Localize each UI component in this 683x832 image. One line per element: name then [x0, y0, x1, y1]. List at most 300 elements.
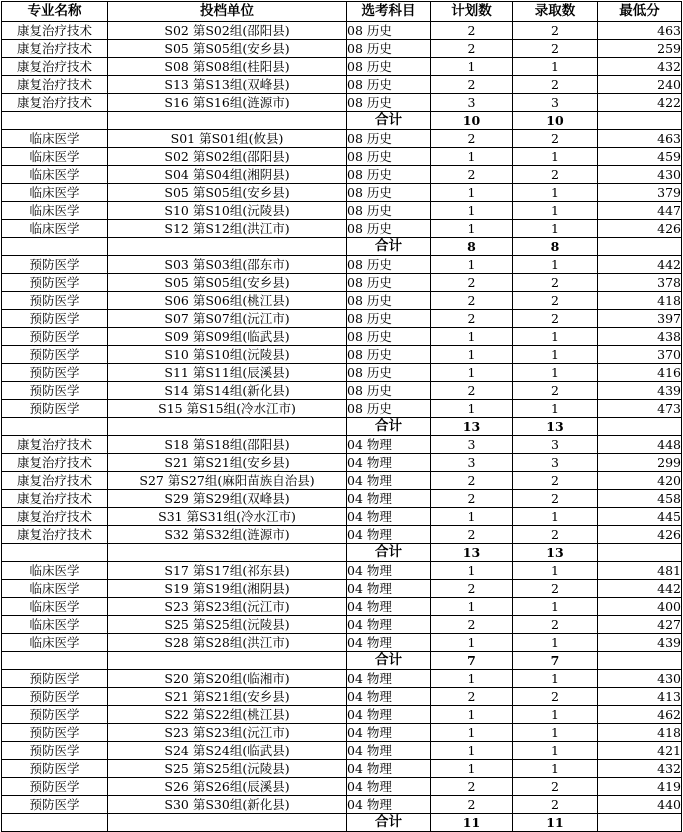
major-cell: 预防医学	[2, 328, 108, 346]
plan-cell: 2	[431, 472, 513, 490]
subject-cell: 08 历史	[347, 184, 431, 202]
min-score-cell: 438	[598, 328, 682, 346]
unit-cell: S11 第S11组(辰溪县)	[108, 364, 347, 382]
subject-cell: 08 历史	[347, 130, 431, 148]
admitted-cell: 1	[513, 256, 598, 274]
min-score-cell: 418	[598, 292, 682, 310]
unit-cell: S21 第S21组(安乡县)	[108, 454, 347, 472]
unit-cell: S06 第S06组(桃江县)	[108, 292, 347, 310]
admitted-cell: 2	[513, 274, 598, 292]
table-row	[2, 706, 682, 724]
admitted-cell: 1	[513, 346, 598, 364]
admitted-cell: 2	[513, 166, 598, 184]
major-cell: 临床医学	[2, 616, 108, 634]
admitted-cell: 1	[513, 364, 598, 382]
major-cell: 康复治疗技术	[2, 526, 108, 544]
unit-cell: S08 第S08组(桂阳县)	[108, 58, 347, 76]
unit-cell: S25 第S25组(沅陵县)	[108, 760, 347, 778]
subject-cell: 08 历史	[347, 220, 431, 238]
major-cell: 预防医学	[2, 760, 108, 778]
table-row	[2, 634, 682, 652]
plan-cell: 2	[431, 526, 513, 544]
major-cell: 预防医学	[2, 778, 108, 796]
subject-cell: 04 物理	[347, 616, 431, 634]
subject-cell: 04 物理	[347, 706, 431, 724]
major-cell: 预防医学	[2, 742, 108, 760]
min-score-cell: 447	[598, 202, 682, 220]
header-unit: 投档单位	[108, 2, 347, 22]
major-cell: 临床医学	[2, 130, 108, 148]
unit-cell: S12 第S12组(洪江市)	[108, 220, 347, 238]
min-score-cell: 299	[598, 454, 682, 472]
table-row	[2, 40, 682, 58]
table-row	[2, 202, 682, 220]
table-body	[2, 22, 682, 832]
unit-cell: S28 第S28组(洪江市)	[108, 634, 347, 652]
unit-cell: S02 第S02组(邵阳县)	[108, 22, 347, 40]
unit-cell: S18 第S18组(邵阳县)	[108, 436, 347, 454]
header-admitted: 录取数	[513, 2, 598, 22]
admitted-cell: 1	[513, 670, 598, 688]
major-cell: 康复治疗技术	[2, 454, 108, 472]
admitted-cell: 1	[513, 58, 598, 76]
plan-cell: 1	[431, 220, 513, 238]
table-row	[2, 256, 682, 274]
unit-cell: S23 第S23组(沅江市)	[108, 724, 347, 742]
major-cell: 临床医学	[2, 580, 108, 598]
empty-cell	[108, 238, 347, 256]
admitted-cell: 1	[513, 184, 598, 202]
min-score-cell: 440	[598, 796, 682, 814]
major-cell: 康复治疗技术	[2, 436, 108, 454]
table-row	[2, 346, 682, 364]
subject-cell: 04 物理	[347, 688, 431, 706]
plan-cell: 1	[431, 634, 513, 652]
unit-cell: S02 第S02组(邵阳县)	[108, 148, 347, 166]
admitted-cell: 1	[513, 328, 598, 346]
major-cell: 预防医学	[2, 364, 108, 382]
plan-cell: 2	[431, 310, 513, 328]
empty-cell	[598, 652, 682, 670]
table-row	[2, 310, 682, 328]
unit-cell: S10 第S10组(沅陵县)	[108, 346, 347, 364]
unit-cell: S01 第S01组(攸县)	[108, 130, 347, 148]
subject-cell: 08 历史	[347, 22, 431, 40]
unit-cell: S14 第S14组(新化县)	[108, 382, 347, 400]
admitted-cell: 2	[513, 76, 598, 94]
min-score-cell: 442	[598, 580, 682, 598]
subject-cell: 08 历史	[347, 346, 431, 364]
subject-cell: 08 历史	[347, 76, 431, 94]
subject-cell: 08 历史	[347, 40, 431, 58]
unit-cell: S31 第S31组(冷水江市)	[108, 508, 347, 526]
table-row	[2, 562, 682, 580]
header-min-score: 最低分	[598, 2, 682, 22]
major-cell: 临床医学	[2, 562, 108, 580]
total-admitted: 7	[513, 652, 598, 670]
min-score-cell: 439	[598, 634, 682, 652]
plan-cell: 1	[431, 508, 513, 526]
unit-cell: S05 第S05组(安乡县)	[108, 184, 347, 202]
plan-cell: 1	[431, 256, 513, 274]
admitted-cell: 2	[513, 616, 598, 634]
admitted-cell: 2	[513, 472, 598, 490]
major-cell: 康复治疗技术	[2, 58, 108, 76]
plan-cell: 2	[431, 688, 513, 706]
min-score-cell: 442	[598, 256, 682, 274]
total-plan: 13	[431, 418, 513, 436]
min-score-cell: 459	[598, 148, 682, 166]
unit-cell: S05 第S05组(安乡县)	[108, 40, 347, 58]
admitted-cell: 2	[513, 796, 598, 814]
plan-cell: 2	[431, 382, 513, 400]
major-cell: 预防医学	[2, 400, 108, 418]
table-row	[2, 598, 682, 616]
admitted-cell: 1	[513, 220, 598, 238]
subject-cell: 04 物理	[347, 526, 431, 544]
table-row	[2, 526, 682, 544]
total-row	[2, 238, 682, 256]
plan-cell: 1	[431, 328, 513, 346]
min-score-cell: 422	[598, 94, 682, 112]
min-score-cell: 240	[598, 76, 682, 94]
table-row	[2, 184, 682, 202]
admitted-cell: 2	[513, 490, 598, 508]
min-score-cell: 432	[598, 760, 682, 778]
min-score-cell: 370	[598, 346, 682, 364]
table-row	[2, 616, 682, 634]
admitted-cell: 1	[513, 202, 598, 220]
min-score-cell: 430	[598, 670, 682, 688]
unit-cell: S13 第S13组(双峰县)	[108, 76, 347, 94]
subject-cell: 08 历史	[347, 382, 431, 400]
major-cell: 临床医学	[2, 598, 108, 616]
min-score-cell: 430	[598, 166, 682, 184]
plan-cell: 3	[431, 94, 513, 112]
unit-cell: S16 第S16组(涟源市)	[108, 94, 347, 112]
unit-cell: S19 第S19组(湘阴县)	[108, 580, 347, 598]
table-row	[2, 58, 682, 76]
admitted-cell: 1	[513, 724, 598, 742]
table-row	[2, 454, 682, 472]
min-score-cell: 378	[598, 274, 682, 292]
admitted-cell: 1	[513, 400, 598, 418]
subject-cell: 04 物理	[347, 508, 431, 526]
unit-cell: S03 第S03组(邵东市)	[108, 256, 347, 274]
subject-cell: 08 历史	[347, 310, 431, 328]
plan-cell: 2	[431, 130, 513, 148]
admitted-cell: 2	[513, 130, 598, 148]
total-plan: 13	[431, 544, 513, 562]
admitted-cell: 1	[513, 598, 598, 616]
subject-cell: 04 物理	[347, 598, 431, 616]
table-row	[2, 274, 682, 292]
subject-cell: 04 物理	[347, 796, 431, 814]
major-cell: 预防医学	[2, 688, 108, 706]
total-admitted: 13	[513, 418, 598, 436]
table-row	[2, 76, 682, 94]
empty-cell	[108, 544, 347, 562]
major-cell: 预防医学	[2, 382, 108, 400]
major-cell: 康复治疗技术	[2, 40, 108, 58]
header-subject: 选考科目	[347, 2, 431, 22]
subject-cell: 04 物理	[347, 490, 431, 508]
admitted-cell: 1	[513, 760, 598, 778]
unit-cell: S27 第S27组(麻阳苗族自治县)	[108, 472, 347, 490]
subject-cell: 04 物理	[347, 670, 431, 688]
plan-cell: 1	[431, 760, 513, 778]
major-cell: 康复治疗技术	[2, 76, 108, 94]
plan-cell: 2	[431, 40, 513, 58]
admitted-cell: 1	[513, 706, 598, 724]
min-score-cell: 439	[598, 382, 682, 400]
admitted-cell: 2	[513, 22, 598, 40]
min-score-cell: 416	[598, 364, 682, 382]
admitted-cell: 3	[513, 436, 598, 454]
subject-cell: 08 历史	[347, 274, 431, 292]
table-row	[2, 364, 682, 382]
empty-cell	[2, 544, 108, 562]
min-score-cell: 427	[598, 616, 682, 634]
subject-cell: 08 历史	[347, 328, 431, 346]
plan-cell: 3	[431, 436, 513, 454]
plan-cell: 1	[431, 364, 513, 382]
admitted-cell: 2	[513, 292, 598, 310]
major-cell: 预防医学	[2, 292, 108, 310]
total-row	[2, 814, 682, 832]
empty-cell	[598, 814, 682, 832]
total-plan: 8	[431, 238, 513, 256]
total-row	[2, 652, 682, 670]
total-row	[2, 112, 682, 130]
plan-cell: 2	[431, 580, 513, 598]
unit-cell: S07 第S07组(沅江市)	[108, 310, 347, 328]
major-cell: 预防医学	[2, 670, 108, 688]
total-label: 合计	[347, 814, 431, 832]
major-cell: 康复治疗技术	[2, 472, 108, 490]
unit-cell: S22 第S22组(桃江县)	[108, 706, 347, 724]
min-score-cell: 426	[598, 526, 682, 544]
major-cell: 预防医学	[2, 724, 108, 742]
empty-cell	[2, 814, 108, 832]
header-row	[2, 2, 682, 22]
plan-cell: 2	[431, 616, 513, 634]
admitted-cell: 1	[513, 634, 598, 652]
plan-cell: 1	[431, 742, 513, 760]
admitted-cell: 1	[513, 562, 598, 580]
admitted-cell: 2	[513, 778, 598, 796]
plan-cell: 1	[431, 400, 513, 418]
table-row	[2, 328, 682, 346]
subject-cell: 08 历史	[347, 148, 431, 166]
unit-cell: S30 第S30组(新化县)	[108, 796, 347, 814]
min-score-cell: 473	[598, 400, 682, 418]
empty-cell	[2, 112, 108, 130]
admitted-cell: 1	[513, 148, 598, 166]
table-row	[2, 778, 682, 796]
table-row	[2, 382, 682, 400]
plan-cell: 2	[431, 22, 513, 40]
min-score-cell: 418	[598, 724, 682, 742]
unit-cell: S24 第S24组(临武县)	[108, 742, 347, 760]
unit-cell: S15 第S15组(冷水江市)	[108, 400, 347, 418]
plan-cell: 1	[431, 598, 513, 616]
table-row	[2, 94, 682, 112]
plan-cell: 1	[431, 184, 513, 202]
min-score-cell: 397	[598, 310, 682, 328]
min-score-cell: 420	[598, 472, 682, 490]
empty-cell	[108, 418, 347, 436]
table-row	[2, 490, 682, 508]
table-row	[2, 400, 682, 418]
subject-cell: 04 物理	[347, 760, 431, 778]
unit-cell: S05 第S05组(安乡县)	[108, 274, 347, 292]
admitted-cell: 2	[513, 40, 598, 58]
admission-table	[1, 1, 682, 832]
admitted-cell: 2	[513, 382, 598, 400]
table-header	[2, 2, 682, 22]
plan-cell: 2	[431, 796, 513, 814]
table-row	[2, 220, 682, 238]
table-row	[2, 742, 682, 760]
plan-cell: 1	[431, 724, 513, 742]
min-score-cell: 481	[598, 562, 682, 580]
total-label: 合计	[347, 238, 431, 256]
subject-cell: 08 历史	[347, 292, 431, 310]
unit-cell: S04 第S04组(湘阴县)	[108, 166, 347, 184]
empty-cell	[2, 418, 108, 436]
plan-cell: 2	[431, 76, 513, 94]
subject-cell: 08 历史	[347, 58, 431, 76]
total-admitted: 11	[513, 814, 598, 832]
min-score-cell: 445	[598, 508, 682, 526]
subject-cell: 04 物理	[347, 454, 431, 472]
plan-cell: 1	[431, 202, 513, 220]
total-label: 合计	[347, 652, 431, 670]
subject-cell: 04 物理	[347, 436, 431, 454]
total-label: 合计	[347, 418, 431, 436]
subject-cell: 04 物理	[347, 634, 431, 652]
admitted-cell: 3	[513, 454, 598, 472]
empty-cell	[108, 112, 347, 130]
admitted-cell: 1	[513, 508, 598, 526]
plan-cell: 1	[431, 706, 513, 724]
subject-cell: 08 历史	[347, 94, 431, 112]
subject-cell: 08 历史	[347, 256, 431, 274]
major-cell: 预防医学	[2, 310, 108, 328]
major-cell: 预防医学	[2, 796, 108, 814]
plan-cell: 2	[431, 490, 513, 508]
plan-cell: 3	[431, 454, 513, 472]
total-admitted: 8	[513, 238, 598, 256]
table-row	[2, 796, 682, 814]
major-cell: 临床医学	[2, 184, 108, 202]
table-row	[2, 724, 682, 742]
table-row	[2, 688, 682, 706]
unit-cell: S21 第S21组(安乡县)	[108, 688, 347, 706]
table-row	[2, 292, 682, 310]
major-cell: 康复治疗技术	[2, 490, 108, 508]
major-cell: 康复治疗技术	[2, 508, 108, 526]
table-row	[2, 508, 682, 526]
subject-cell: 04 物理	[347, 742, 431, 760]
total-label: 合计	[347, 544, 431, 562]
min-score-cell: 462	[598, 706, 682, 724]
empty-cell	[108, 652, 347, 670]
plan-cell: 2	[431, 778, 513, 796]
unit-cell: S25 第S25组(沅陵县)	[108, 616, 347, 634]
subject-cell: 04 物理	[347, 472, 431, 490]
min-score-cell: 419	[598, 778, 682, 796]
plan-cell: 2	[431, 166, 513, 184]
min-score-cell: 448	[598, 436, 682, 454]
subject-cell: 04 物理	[347, 580, 431, 598]
major-cell: 临床医学	[2, 220, 108, 238]
unit-cell: S17 第S17组(祁东县)	[108, 562, 347, 580]
empty-cell	[108, 814, 347, 832]
subject-cell: 08 历史	[347, 400, 431, 418]
unit-cell: S23 第S23组(沅江市)	[108, 598, 347, 616]
min-score-cell: 463	[598, 22, 682, 40]
min-score-cell: 379	[598, 184, 682, 202]
plan-cell: 2	[431, 292, 513, 310]
subject-cell: 04 物理	[347, 724, 431, 742]
subject-cell: 08 历史	[347, 364, 431, 382]
empty-cell	[598, 112, 682, 130]
table-row	[2, 130, 682, 148]
empty-cell	[598, 544, 682, 562]
total-admitted: 13	[513, 544, 598, 562]
admitted-cell: 3	[513, 94, 598, 112]
plan-cell: 1	[431, 58, 513, 76]
plan-cell: 2	[431, 274, 513, 292]
total-plan: 11	[431, 814, 513, 832]
empty-cell	[598, 238, 682, 256]
unit-cell: S32 第S32组(涟源市)	[108, 526, 347, 544]
admitted-cell: 2	[513, 310, 598, 328]
min-score-cell: 458	[598, 490, 682, 508]
total-admitted: 10	[513, 112, 598, 130]
unit-cell: S29 第S29组(双峰县)	[108, 490, 347, 508]
subject-cell: 04 物理	[347, 562, 431, 580]
empty-cell	[598, 418, 682, 436]
total-plan: 7	[431, 652, 513, 670]
admitted-cell: 2	[513, 526, 598, 544]
header-plan: 计划数	[431, 2, 513, 22]
total-plan: 10	[431, 112, 513, 130]
subject-cell: 08 历史	[347, 166, 431, 184]
min-score-cell: 426	[598, 220, 682, 238]
table-row	[2, 22, 682, 40]
plan-cell: 1	[431, 346, 513, 364]
empty-cell	[2, 652, 108, 670]
table-row	[2, 166, 682, 184]
min-score-cell: 463	[598, 130, 682, 148]
table-row	[2, 670, 682, 688]
major-cell: 康复治疗技术	[2, 22, 108, 40]
table-row	[2, 472, 682, 490]
admitted-cell: 2	[513, 580, 598, 598]
major-cell: 预防医学	[2, 274, 108, 292]
min-score-cell: 400	[598, 598, 682, 616]
min-score-cell: 413	[598, 688, 682, 706]
major-cell: 临床医学	[2, 148, 108, 166]
min-score-cell: 432	[598, 58, 682, 76]
min-score-cell: 259	[598, 40, 682, 58]
major-cell: 康复治疗技术	[2, 94, 108, 112]
unit-cell: S26 第S26组(辰溪县)	[108, 778, 347, 796]
unit-cell: S09 第S09组(临武县)	[108, 328, 347, 346]
